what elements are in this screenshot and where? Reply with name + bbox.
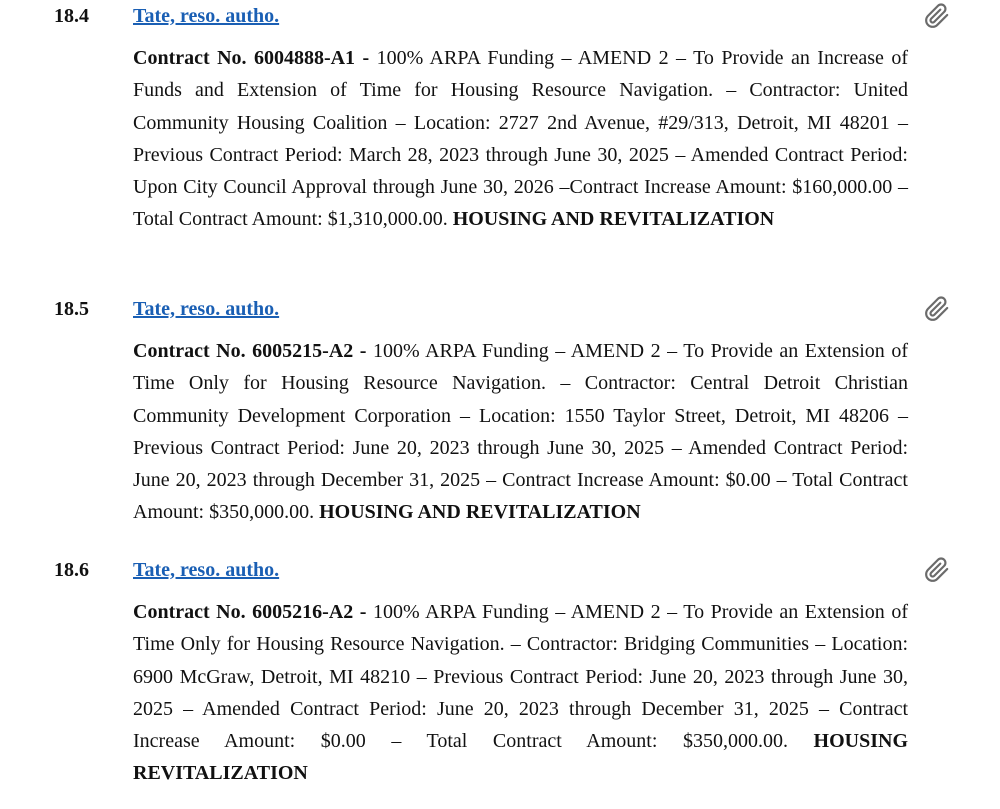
item-description [133,335,908,529]
item-number: 18.6 [54,559,89,581]
resolution-link[interactable]: Tate, reso. autho. [133,559,280,581]
contract-details: 100% ARPA Funding – AMEND 2 – To Provide an Increase of Funds and Extension of Time for Housing Resource Navigation. – Contractor: United Community Housing Coalition – Location: 2727 2nd Avenue, #29/313, Detroit, MI 48201 – Previous Contract Period: March 28, 2023 through June 30, 2025 – Amended Contract Period: Upon City Council Approval through June 30, 2026 –Contract Increase Amount: $160,000.00 – Total Contract Amount: $1,310,000.00. [133,47,908,231]
paperclip-icon[interactable] [924,556,950,584]
contract-number: Contract No. 6005216-A2 - [133,601,367,623]
department-name: HOUSING REVITALIZATION [133,730,908,785]
resolution-link[interactable]: Tate, reso. autho. [133,5,280,27]
paperclip-icon[interactable] [924,295,950,323]
department-name: HOUSING AND REVITALIZATION [319,501,641,524]
contract-details: 100% ARPA Funding – AMEND 2 – To Provide an Extension of Time Only for Housing Resource Navigation. – Contractor: Central Detroit Christian Community Development Corporation – Location: 1550 Taylor Street, Detroit, MI 48206 – Previous Contract Period: June 20, 2023 through June 30, 2025 – Amended Contract Period: June 20, 2023 through December 31, 2025 – Contract Increase Amount: $0.00 – Total Contract Amount: $350,000.00. [133,340,908,524]
resolution-link[interactable]: Tate, reso. autho. [133,298,280,320]
item-number: 18.4 [54,5,89,27]
item-description [133,42,908,236]
paperclip-icon[interactable] [924,2,950,30]
item-description [133,596,908,790]
contract-number: Contract No. 6004888-A1 - [133,47,370,69]
department-name: HOUSING AND REVITALIZATION [452,208,775,231]
contract-details: 100% ARPA Funding – AMEND 2 – To Provide an Extension of Time Only for Housing Resource Navigation. – Contractor: Bridging Communities – Location: 6900 McGraw, Detroit, MI 48210 – Previous Contract Period: June 20, 2023 through June 30, 2025 – Amended Contract Period: June 20, 2023 through December 31, 2025 – Contract Increase Amount: $0.00 – Total Contract Amount: $350,000.00. [133,601,908,753]
contract-number: Contract No. 6005215-A2 - [133,340,367,362]
item-number: 18.5 [54,298,89,320]
